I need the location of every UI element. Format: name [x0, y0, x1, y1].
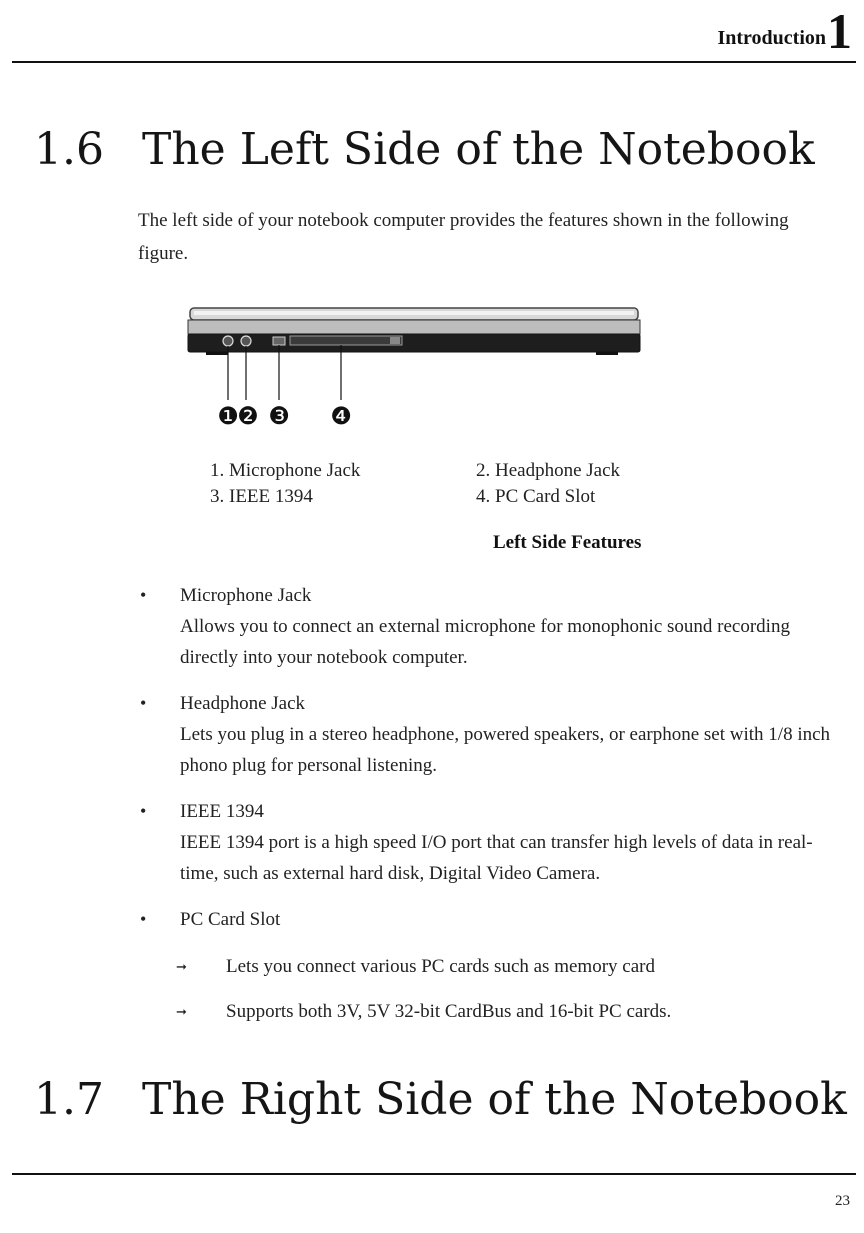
legend-item-microphone-jack: 1. Microphone Jack — [210, 460, 361, 481]
figure-caption: Left Side Features — [493, 532, 642, 553]
callout-2: ❷ — [237, 402, 259, 430]
pc-card-slot-icon — [290, 336, 402, 345]
feature-title: Headphone Jack — [180, 693, 306, 714]
pc-card-eject-icon — [390, 337, 400, 344]
feature-description: Allows you to connect an external microphone for monophonic sound recording directly into your notebook computer. — [180, 616, 790, 668]
bullet-icon: • — [140, 909, 147, 929]
feature-title: PC Card Slot — [180, 909, 281, 930]
bullet-icon: • — [140, 801, 147, 821]
section-number: 1.6 — [34, 124, 104, 175]
feature-list — [136, 580, 836, 1041]
list-item — [136, 688, 836, 781]
arrow-bullet-icon: ➞ — [176, 959, 187, 974]
footer-rule — [12, 1173, 856, 1175]
lid-highlight — [194, 311, 634, 315]
headphone-jack-icon — [241, 336, 251, 346]
notebook-band — [188, 320, 640, 334]
list-item — [136, 796, 836, 889]
feature-title: Microphone Jack — [180, 585, 312, 606]
list-item — [136, 580, 836, 673]
sub-list-item — [136, 996, 836, 1027]
feature-description: IEEE 1394 port is a high speed I/O port that can transfer high levels of data in real-time, such as external hard disk, Digital Video Camera. — [180, 832, 813, 884]
feature-description: Lets you plug in a stereo headphone, powered speakers, or earphone set with 1/8 inch phono plug for personal listening. — [180, 724, 831, 776]
arrow-bullet-icon: ➞ — [176, 1004, 187, 1019]
sub-list-item — [136, 951, 836, 982]
notebook-foot — [206, 352, 228, 355]
bullet-icon: • — [140, 693, 147, 713]
section-heading-1-7 — [34, 1074, 847, 1125]
bullet-icon: • — [140, 585, 147, 605]
callout-3: ❸ — [268, 402, 290, 430]
page-header — [0, 0, 864, 64]
legend-item-headphone-jack: 2. Headphone Jack — [476, 460, 621, 481]
notebook-illustration — [186, 300, 646, 430]
sub-item-text: Supports both 3V, 5V 32-bit CardBus and 16-bit PC cards. — [226, 1001, 672, 1022]
section-heading-1-6 — [34, 124, 815, 175]
sub-item-text: Lets you connect various PC cards such as memory card — [226, 956, 655, 977]
intro-paragraph: The left side of your notebook computer provides the features shown in the following figure. — [138, 210, 789, 264]
section-number: 1.7 — [34, 1074, 104, 1125]
header-rule — [12, 61, 856, 63]
callout-4: ❹ — [330, 402, 352, 430]
section-title: The Left Side of the Notebook — [142, 124, 815, 175]
notebook-left-side-figure — [186, 300, 646, 430]
page-number: 23 — [835, 1193, 850, 1209]
microphone-jack-icon — [223, 336, 233, 346]
legend-item-pc-card-slot: 4. PC Card Slot — [476, 486, 596, 507]
ieee1394-port-icon — [273, 337, 285, 345]
chapter-number: 1 — [827, 3, 852, 59]
notebook-base — [188, 334, 640, 352]
callout-1: ❶ — [217, 402, 239, 430]
notebook-foot — [596, 352, 618, 355]
section-title: The Right Side of the Notebook — [142, 1074, 847, 1125]
legend-item-ieee1394: 3. IEEE 1394 — [210, 486, 313, 507]
feature-title: IEEE 1394 — [180, 801, 264, 822]
header-label: Introduction — [717, 27, 826, 49]
list-item — [136, 904, 836, 935]
